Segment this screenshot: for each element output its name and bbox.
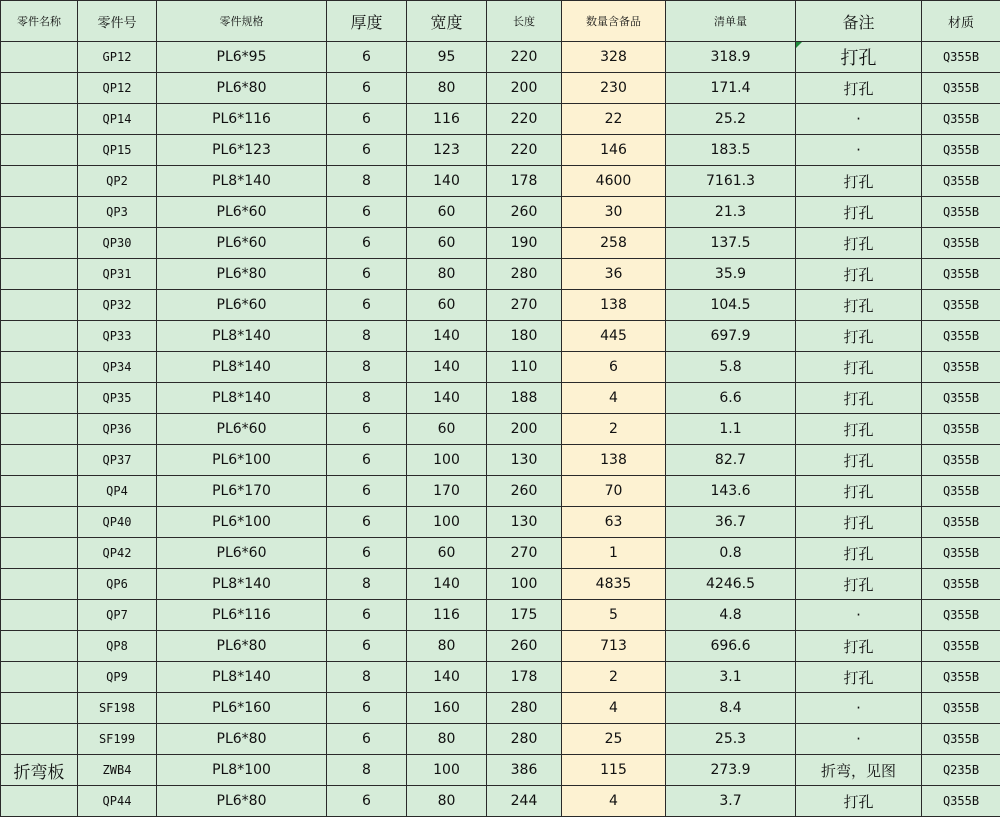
cell-part-no[interactable]: QP35: [78, 383, 157, 414]
cell-length[interactable]: 386: [487, 755, 562, 786]
cell-list-qty[interactable]: 318.9: [666, 42, 796, 73]
cell-material[interactable]: Q355B: [922, 662, 1000, 693]
cell-spec[interactable]: PL6*60: [157, 197, 327, 228]
cell-spec[interactable]: PL6*160: [157, 693, 327, 724]
cell-length[interactable]: 260: [487, 631, 562, 662]
cell-quantity[interactable]: 36: [562, 259, 666, 290]
cell-material[interactable]: Q355B: [922, 321, 1000, 352]
cell-list-qty[interactable]: 3.7: [666, 786, 796, 817]
header-row: [1, 1, 1000, 42]
cell-spec[interactable]: PL6*60: [157, 414, 327, 445]
cell-remarks[interactable]: 打孔: [796, 228, 922, 259]
cell-remarks[interactable]: ·: [796, 600, 922, 631]
cell-part-no[interactable]: SF199: [78, 724, 157, 755]
cell-material[interactable]: Q355B: [922, 228, 1000, 259]
cell-quantity[interactable]: 63: [562, 507, 666, 538]
cell-part-name[interactable]: [1, 538, 78, 569]
cell-thickness[interactable]: 8: [327, 755, 407, 786]
cell-remarks[interactable]: 打孔: [796, 631, 922, 662]
cell-remarks[interactable]: ·: [796, 104, 922, 135]
cell-spec[interactable]: PL6*100: [157, 507, 327, 538]
cell-thickness[interactable]: 6: [327, 507, 407, 538]
cell-part-name[interactable]: [1, 166, 78, 197]
cell-quantity[interactable]: 713: [562, 631, 666, 662]
cell-width[interactable]: 60: [407, 290, 487, 321]
cell-remarks[interactable]: 打孔: [796, 166, 922, 197]
cell-remarks[interactable]: ·: [796, 135, 922, 166]
cell-thickness[interactable]: 6: [327, 538, 407, 569]
cell-material[interactable]: Q355B: [922, 538, 1000, 569]
cell-spec[interactable]: PL6*60: [157, 538, 327, 569]
cell-material[interactable]: Q355B: [922, 724, 1000, 755]
cell-length[interactable]: 280: [487, 693, 562, 724]
cell-part-no[interactable]: QP31: [78, 259, 157, 290]
cell-list-qty[interactable]: 0.8: [666, 538, 796, 569]
cell-list-qty[interactable]: 82.7: [666, 445, 796, 476]
cell-material[interactable]: Q355B: [922, 631, 1000, 662]
table-body: [1, 1, 1000, 817]
cell-part-no[interactable]: QP7: [78, 600, 157, 631]
cell-quantity[interactable]: 4: [562, 786, 666, 817]
table-row: [1, 135, 1000, 166]
cell-quantity[interactable]: 6: [562, 352, 666, 383]
cell-list-qty[interactable]: 7161.3: [666, 166, 796, 197]
cell-part-name[interactable]: [1, 445, 78, 476]
cell-thickness[interactable]: 6: [327, 724, 407, 755]
cell-part-no[interactable]: QP14: [78, 104, 157, 135]
cell-quantity[interactable]: 5: [562, 600, 666, 631]
cell-list-qty[interactable]: 6.6: [666, 383, 796, 414]
cell-thickness[interactable]: 6: [327, 135, 407, 166]
cell-part-name[interactable]: [1, 383, 78, 414]
cell-part-name[interactable]: [1, 42, 78, 73]
cell-length[interactable]: 280: [487, 259, 562, 290]
table-row: [1, 42, 1000, 73]
cell-width[interactable]: 60: [407, 538, 487, 569]
cell-material[interactable]: Q355B: [922, 414, 1000, 445]
header-cell-material[interactable]: 材质: [922, 1, 1000, 42]
cell-list-qty[interactable]: 171.4: [666, 73, 796, 104]
cell-remarks[interactable]: 折弯，见图: [796, 755, 922, 786]
cell-width[interactable]: 60: [407, 228, 487, 259]
cell-part-no[interactable]: QP3: [78, 197, 157, 228]
cell-part-name[interactable]: [1, 135, 78, 166]
table-row: [1, 445, 1000, 476]
cell-thickness[interactable]: 6: [327, 445, 407, 476]
cell-length[interactable]: 200: [487, 73, 562, 104]
cell-quantity[interactable]: 2: [562, 414, 666, 445]
cell-spec[interactable]: PL6*80: [157, 631, 327, 662]
cell-material[interactable]: Q355B: [922, 693, 1000, 724]
cell-quantity[interactable]: 138: [562, 445, 666, 476]
cell-part-no[interactable]: QP6: [78, 569, 157, 600]
cell-quantity[interactable]: 328: [562, 42, 666, 73]
cell-list-qty[interactable]: 35.9: [666, 259, 796, 290]
cell-width[interactable]: 80: [407, 259, 487, 290]
cell-quantity[interactable]: 445: [562, 321, 666, 352]
cell-remarks[interactable]: 打孔: [796, 445, 922, 476]
cell-part-name[interactable]: [1, 352, 78, 383]
cell-width[interactable]: 140: [407, 352, 487, 383]
header-cell-length[interactable]: 长度: [487, 1, 562, 42]
table-row: [1, 507, 1000, 538]
cell-thickness[interactable]: 6: [327, 414, 407, 445]
header-cell-remarks[interactable]: 备注: [796, 1, 922, 42]
cell-length[interactable]: 200: [487, 414, 562, 445]
cell-width[interactable]: 80: [407, 724, 487, 755]
cell-quantity[interactable]: 30: [562, 197, 666, 228]
cell-length[interactable]: 178: [487, 166, 562, 197]
cell-thickness[interactable]: 6: [327, 476, 407, 507]
cell-part-name[interactable]: 折弯板: [1, 755, 78, 786]
cell-width[interactable]: 140: [407, 662, 487, 693]
cell-material[interactable]: Q355B: [922, 507, 1000, 538]
cell-part-name[interactable]: [1, 476, 78, 507]
cell-spec[interactable]: PL8*140: [157, 569, 327, 600]
table-row: [1, 228, 1000, 259]
table-row: [1, 538, 1000, 569]
cell-list-qty[interactable]: 104.5: [666, 290, 796, 321]
header-cell-thickness[interactable]: 厚度: [327, 1, 407, 42]
cell-spec[interactable]: PL6*80: [157, 786, 327, 817]
cell-width[interactable]: 116: [407, 600, 487, 631]
cell-material[interactable]: Q355B: [922, 352, 1000, 383]
cell-quantity[interactable]: 4: [562, 693, 666, 724]
cell-quantity[interactable]: 258: [562, 228, 666, 259]
cell-remarks[interactable]: 打孔: [796, 786, 922, 817]
cell-thickness[interactable]: 6: [327, 631, 407, 662]
cell-part-no[interactable]: ZWB4: [78, 755, 157, 786]
cell-part-no[interactable]: QP34: [78, 352, 157, 383]
cell-remarks[interactable]: 打孔: [796, 290, 922, 321]
cell-list-qty[interactable]: 5.8: [666, 352, 796, 383]
cell-part-name[interactable]: [1, 662, 78, 693]
cell-thickness[interactable]: 6: [327, 104, 407, 135]
cell-material[interactable]: Q235B: [922, 755, 1000, 786]
cell-thickness[interactable]: 8: [327, 321, 407, 352]
cell-quantity[interactable]: 138: [562, 290, 666, 321]
cell-spec[interactable]: PL6*116: [157, 600, 327, 631]
cell-quantity[interactable]: 22: [562, 104, 666, 135]
cell-width[interactable]: 95: [407, 42, 487, 73]
header-cell-width[interactable]: 宽度: [407, 1, 487, 42]
table-row: [1, 631, 1000, 662]
cell-material[interactable]: Q355B: [922, 42, 1000, 73]
cell-remarks[interactable]: 打孔: [796, 414, 922, 445]
cell-width[interactable]: 160: [407, 693, 487, 724]
cell-part-no[interactable]: QP9: [78, 662, 157, 693]
cell-material[interactable]: Q355B: [922, 166, 1000, 197]
cell-list-qty[interactable]: 696.6: [666, 631, 796, 662]
cell-remarks[interactable]: 打孔: [796, 507, 922, 538]
cell-remarks[interactable]: 打孔: [796, 662, 922, 693]
cell-material[interactable]: Q355B: [922, 786, 1000, 817]
cell-length[interactable]: 130: [487, 507, 562, 538]
cell-length[interactable]: 220: [487, 104, 562, 135]
cell-length[interactable]: 220: [487, 42, 562, 73]
cell-part-name[interactable]: [1, 104, 78, 135]
cell-material[interactable]: Q355B: [922, 259, 1000, 290]
cell-part-name[interactable]: [1, 259, 78, 290]
cell-material[interactable]: Q355B: [922, 104, 1000, 135]
cell-list-qty[interactable]: 36.7: [666, 507, 796, 538]
cell-thickness[interactable]: 8: [327, 383, 407, 414]
cell-list-qty[interactable]: 137.5: [666, 228, 796, 259]
cell-length[interactable]: 244: [487, 786, 562, 817]
table-row: [1, 414, 1000, 445]
cell-list-qty[interactable]: 273.9: [666, 755, 796, 786]
table-row: [1, 786, 1000, 817]
cell-material[interactable]: Q355B: [922, 476, 1000, 507]
cell-width[interactable]: 140: [407, 383, 487, 414]
cell-spec[interactable]: PL8*100: [157, 755, 327, 786]
cell-thickness[interactable]: 8: [327, 662, 407, 693]
cell-part-name[interactable]: [1, 321, 78, 352]
cell-spec[interactable]: PL6*80: [157, 724, 327, 755]
cell-quantity[interactable]: 4: [562, 383, 666, 414]
cell-length[interactable]: 100: [487, 569, 562, 600]
cell-length[interactable]: 270: [487, 538, 562, 569]
cell-length[interactable]: 220: [487, 135, 562, 166]
cell-part-name[interactable]: [1, 197, 78, 228]
cell-list-qty[interactable]: 697.9: [666, 321, 796, 352]
cell-part-no[interactable]: QP12: [78, 73, 157, 104]
cell-quantity[interactable]: 25: [562, 724, 666, 755]
cell-length[interactable]: 175: [487, 600, 562, 631]
cell-part-name[interactable]: [1, 693, 78, 724]
cell-material[interactable]: Q355B: [922, 383, 1000, 414]
cell-material[interactable]: Q355B: [922, 600, 1000, 631]
cell-spec[interactable]: PL8*140: [157, 383, 327, 414]
cell-list-qty[interactable]: 183.5: [666, 135, 796, 166]
cell-quantity[interactable]: 230: [562, 73, 666, 104]
cell-part-name[interactable]: [1, 414, 78, 445]
cell-quantity[interactable]: 70: [562, 476, 666, 507]
cell-remarks[interactable]: 打孔: [796, 352, 922, 383]
cell-length[interactable]: 260: [487, 476, 562, 507]
cell-quantity[interactable]: 146: [562, 135, 666, 166]
cell-width[interactable]: 80: [407, 786, 487, 817]
cell-spec[interactable]: PL6*100: [157, 445, 327, 476]
cell-length[interactable]: 180: [487, 321, 562, 352]
cell-quantity[interactable]: 115: [562, 755, 666, 786]
table-row: [1, 104, 1000, 135]
cell-width[interactable]: 100: [407, 755, 487, 786]
cell-length[interactable]: 130: [487, 445, 562, 476]
cell-width[interactable]: 140: [407, 166, 487, 197]
cell-remarks[interactable]: 打孔: [796, 42, 922, 73]
cell-part-no[interactable]: QP2: [78, 166, 157, 197]
header-cell-list-qty[interactable]: 清单量: [666, 1, 796, 42]
cell-width[interactable]: 80: [407, 631, 487, 662]
cell-spec[interactable]: PL8*140: [157, 166, 327, 197]
cell-thickness[interactable]: 6: [327, 600, 407, 631]
table-row: [1, 693, 1000, 724]
cell-width[interactable]: 80: [407, 73, 487, 104]
table-row: [1, 755, 1000, 786]
cell-spec[interactable]: PL6*80: [157, 73, 327, 104]
table-row: [1, 600, 1000, 631]
cell-width[interactable]: 60: [407, 414, 487, 445]
cell-thickness[interactable]: 6: [327, 228, 407, 259]
cell-width[interactable]: 140: [407, 321, 487, 352]
cell-part-name[interactable]: [1, 73, 78, 104]
cell-thickness[interactable]: 8: [327, 166, 407, 197]
cell-material[interactable]: Q355B: [922, 73, 1000, 104]
cell-list-qty[interactable]: 21.3: [666, 197, 796, 228]
cell-width[interactable]: 116: [407, 104, 487, 135]
cell-part-no[interactable]: SF198: [78, 693, 157, 724]
cell-material[interactable]: Q355B: [922, 445, 1000, 476]
table-row: [1, 476, 1000, 507]
cell-length[interactable]: 188: [487, 383, 562, 414]
cell-spec[interactable]: PL6*60: [157, 290, 327, 321]
cell-part-no[interactable]: QP36: [78, 414, 157, 445]
table-row: [1, 166, 1000, 197]
cell-remarks[interactable]: ·: [796, 724, 922, 755]
cell-material[interactable]: Q355B: [922, 197, 1000, 228]
cell-length[interactable]: 178: [487, 662, 562, 693]
cell-thickness[interactable]: 6: [327, 42, 407, 73]
cell-width[interactable]: 140: [407, 569, 487, 600]
cell-list-qty[interactable]: 25.2: [666, 104, 796, 135]
header-cell-quantity[interactable]: 数量含备品: [562, 1, 666, 42]
cell-length[interactable]: 280: [487, 724, 562, 755]
cell-part-no[interactable]: QP37: [78, 445, 157, 476]
cell-spec[interactable]: PL6*116: [157, 104, 327, 135]
cell-quantity[interactable]: 1: [562, 538, 666, 569]
cell-width[interactable]: 100: [407, 507, 487, 538]
cell-spec[interactable]: PL8*140: [157, 321, 327, 352]
cell-spec[interactable]: PL6*95: [157, 42, 327, 73]
cell-list-qty[interactable]: 143.6: [666, 476, 796, 507]
cell-spec[interactable]: PL6*80: [157, 259, 327, 290]
table-row: [1, 724, 1000, 755]
cell-spec[interactable]: PL8*140: [157, 352, 327, 383]
cell-width[interactable]: 170: [407, 476, 487, 507]
cell-spec[interactable]: PL8*140: [157, 662, 327, 693]
cell-thickness[interactable]: 6: [327, 73, 407, 104]
cell-part-no[interactable]: QP33: [78, 321, 157, 352]
cell-remarks[interactable]: 打孔: [796, 259, 922, 290]
cell-part-name[interactable]: [1, 600, 78, 631]
cell-remarks[interactable]: 打孔: [796, 321, 922, 352]
header-cell-part-no[interactable]: 零件号: [78, 1, 157, 42]
cell-part-no[interactable]: QP32: [78, 290, 157, 321]
cell-length[interactable]: 110: [487, 352, 562, 383]
cell-quantity[interactable]: 2: [562, 662, 666, 693]
header-cell-part-name[interactable]: 零件名称: [1, 1, 78, 42]
cell-remarks[interactable]: 打孔: [796, 73, 922, 104]
cell-part-no[interactable]: QP40: [78, 507, 157, 538]
cell-thickness[interactable]: 6: [327, 786, 407, 817]
cell-list-qty[interactable]: 4246.5: [666, 569, 796, 600]
table-row: [1, 197, 1000, 228]
cell-part-name[interactable]: [1, 569, 78, 600]
cell-quantity[interactable]: 4835: [562, 569, 666, 600]
cell-spec[interactable]: PL6*123: [157, 135, 327, 166]
cell-part-name[interactable]: [1, 228, 78, 259]
cell-thickness[interactable]: 6: [327, 693, 407, 724]
cell-remarks[interactable]: ·: [796, 693, 922, 724]
cell-thickness[interactable]: 6: [327, 290, 407, 321]
cell-part-name[interactable]: [1, 507, 78, 538]
header-cell-spec[interactable]: 零件规格: [157, 1, 327, 42]
cell-part-no[interactable]: QP4: [78, 476, 157, 507]
table-row: [1, 290, 1000, 321]
cell-thickness[interactable]: 8: [327, 569, 407, 600]
cell-thickness[interactable]: 8: [327, 352, 407, 383]
cell-thickness[interactable]: 6: [327, 259, 407, 290]
cell-list-qty[interactable]: 25.3: [666, 724, 796, 755]
cell-part-name[interactable]: [1, 786, 78, 817]
table-row: [1, 321, 1000, 352]
cell-width[interactable]: 123: [407, 135, 487, 166]
table-row: [1, 662, 1000, 693]
cell-list-qty[interactable]: 1.1: [666, 414, 796, 445]
cell-remarks[interactable]: 打孔: [796, 569, 922, 600]
cell-material[interactable]: Q355B: [922, 569, 1000, 600]
cell-part-no[interactable]: QP42: [78, 538, 157, 569]
cell-width[interactable]: 60: [407, 197, 487, 228]
cell-list-qty[interactable]: 3.1: [666, 662, 796, 693]
cell-material[interactable]: Q355B: [922, 290, 1000, 321]
cell-spec[interactable]: PL6*170: [157, 476, 327, 507]
table-row: [1, 259, 1000, 290]
table-row: [1, 73, 1000, 104]
cell-part-no[interactable]: QP44: [78, 786, 157, 817]
cell-spec[interactable]: PL6*60: [157, 228, 327, 259]
cell-quantity[interactable]: 4600: [562, 166, 666, 197]
cell-list-qty[interactable]: 8.4: [666, 693, 796, 724]
cell-part-name[interactable]: [1, 724, 78, 755]
cell-part-no[interactable]: QP8: [78, 631, 157, 662]
cell-width[interactable]: 100: [407, 445, 487, 476]
table-row: [1, 352, 1000, 383]
cell-length[interactable]: 190: [487, 228, 562, 259]
table-row: [1, 383, 1000, 414]
cell-part-name[interactable]: [1, 631, 78, 662]
cell-remarks[interactable]: 打孔: [796, 476, 922, 507]
cell-part-no[interactable]: QP15: [78, 135, 157, 166]
cell-length[interactable]: 270: [487, 290, 562, 321]
cell-thickness[interactable]: 6: [327, 197, 407, 228]
cell-list-qty[interactable]: 4.8: [666, 600, 796, 631]
cell-remarks[interactable]: 打孔: [796, 197, 922, 228]
cell-material[interactable]: Q355B: [922, 135, 1000, 166]
cell-remarks[interactable]: 打孔: [796, 538, 922, 569]
table-row: [1, 569, 1000, 600]
cell-length[interactable]: 260: [487, 197, 562, 228]
cell-part-no[interactable]: GP12: [78, 42, 157, 73]
cell-remarks[interactable]: 打孔: [796, 383, 922, 414]
cell-part-no[interactable]: QP30: [78, 228, 157, 259]
cell-part-name[interactable]: [1, 290, 78, 321]
